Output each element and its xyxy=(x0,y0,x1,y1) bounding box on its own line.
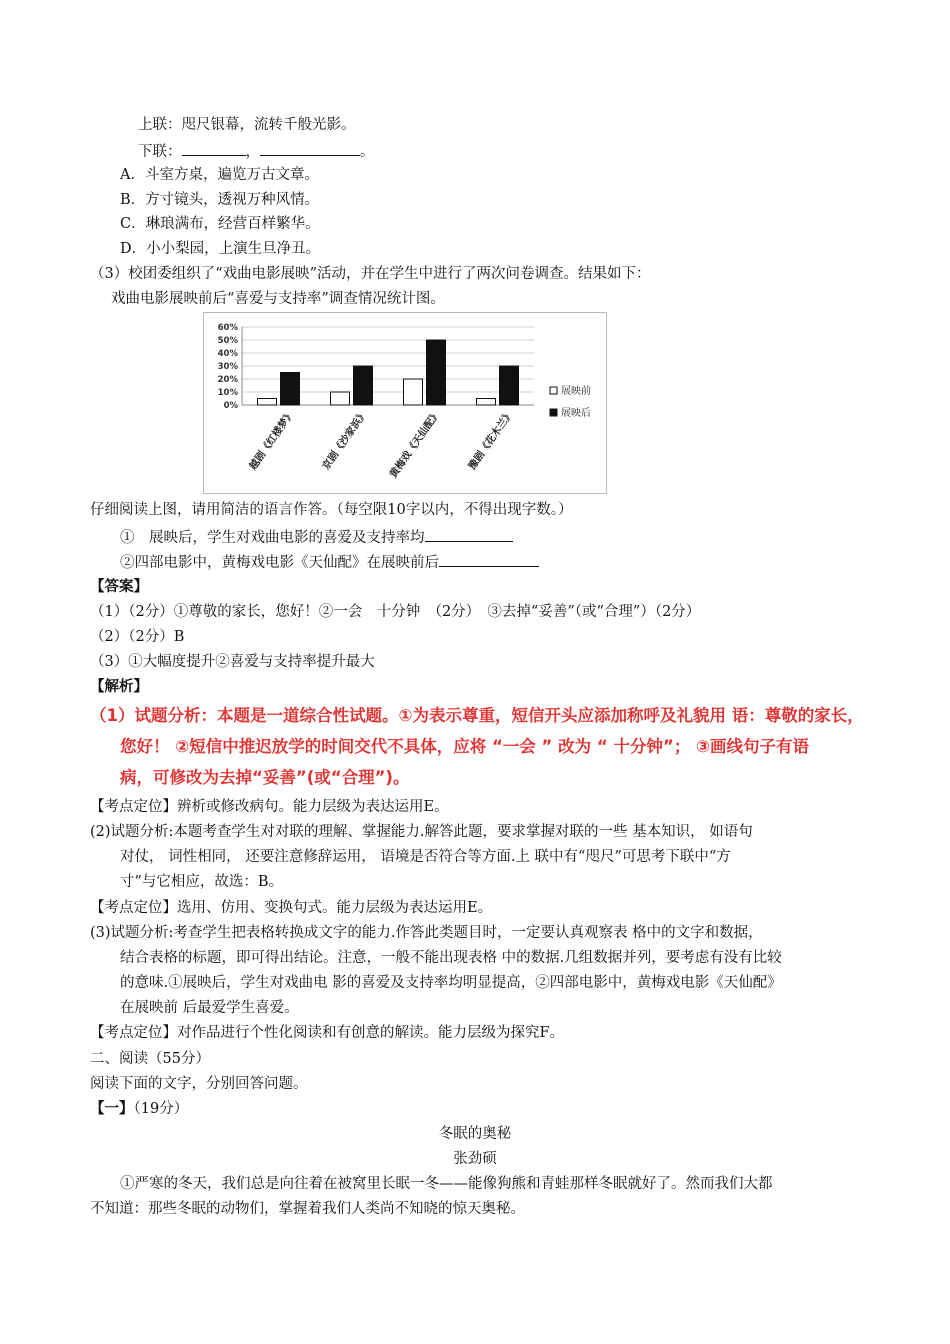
x-category-label: 京剧《沙家浜》 xyxy=(320,408,370,473)
y-tick-label: 60% xyxy=(217,323,238,333)
bar-after xyxy=(281,373,300,406)
reading-intro: 阅读下面的文字，分别回答问题。 xyxy=(90,1076,308,1092)
analysis-red-3: 病，可修改为去掉“妥善”(或“合理”)。 xyxy=(120,768,410,787)
couplet-upper: 上联：咫尺银幕，流转千般光影。 xyxy=(138,117,356,133)
answer-blank-1[interactable] xyxy=(182,140,246,156)
legend-label: 展映后 xyxy=(561,408,591,419)
analysis-3a: (3)试题分析:考查学生把表格转换成文字的能力.作答此类题目时，一定要认真观察表 格中的文字和数据， xyxy=(90,925,763,941)
y-tick-label: 50% xyxy=(217,336,238,346)
chart-question-1 xyxy=(120,526,513,548)
answer-1: （1）（2分）①尊敬的家长，您好！②一会 十分钟 （2分） ③去掉“妥善”（或“合理”）（2分） xyxy=(90,604,701,620)
answer-2: （2）（2分）B xyxy=(90,629,185,645)
analysis-3d: 在展映前 后最爱学生喜爱。 xyxy=(120,1000,299,1016)
x-category-label: 豫剧《花木兰》 xyxy=(466,408,516,473)
chart-caption: 戏曲电影展映前后“喜爱与支持率”调查情况统计图。 xyxy=(111,291,445,307)
chart-question-1-text: ① 展映后，学生对戏曲电影的喜爱及支持率均 xyxy=(120,530,425,546)
option-c: C．琳琅满布，经营百样繁华。 xyxy=(120,216,320,232)
bar-after xyxy=(500,366,519,405)
option-a: A．斗室方桌，遍览万古文章。 xyxy=(120,167,319,183)
chart-instruction: 仔细阅读上图，请用简洁的语言作答。（每空限10字以内，不得出现字数。） xyxy=(90,502,573,518)
reading-part-score: （19分） xyxy=(133,1101,189,1117)
legend-swatch-before xyxy=(550,387,557,394)
legend-swatch-after xyxy=(550,409,557,416)
x-category-label: 黄梅戏《天仙配》 xyxy=(388,408,443,481)
answer-blank-2[interactable] xyxy=(260,140,360,156)
chart-answer-blank-2[interactable] xyxy=(439,551,539,567)
analysis-red-2: 您好！ ②短信中推迟放学的时间交代不具体，应将 “一会 ” 改为 “ 十分钟”； ③画线句子有语 xyxy=(120,737,810,756)
chart-question-2 xyxy=(120,551,539,573)
reading-part xyxy=(90,1099,188,1119)
reading-section: 二、阅读（55分） xyxy=(90,1051,210,1067)
bar-chart-svg xyxy=(204,313,606,493)
analysis-2b: 对仗， 词性相同， 还要注意修辞运用， 语境是否符合等方面.上 联中有“咫尺”可思考下联中“方 xyxy=(120,849,731,865)
y-tick-label: 0% xyxy=(223,401,238,411)
article-title: 冬眠的奥秘 xyxy=(438,1126,512,1142)
y-tick-label: 10% xyxy=(217,388,238,398)
couplet-lower xyxy=(138,140,375,162)
article-author: 张劲硕 xyxy=(453,1151,497,1167)
option-d: D．小小梨园，上演生旦净丑。 xyxy=(120,241,321,257)
analysis-3b: 结合表格的标题，即可得出结论。注意，一般不能出现表格 中的数据.几组数据并列，要考虑有没有比较 xyxy=(120,950,782,966)
option-b: B．方寸镜头，透视万种风情。 xyxy=(120,192,320,208)
keypoint-3: 【考点定位】对作品进行个性化阅读和有创意的解读。能力层级为探究F。 xyxy=(90,1025,565,1041)
bar-after xyxy=(427,340,446,405)
y-tick-label: 30% xyxy=(217,362,238,372)
answer-heading: 【答案】 xyxy=(90,578,148,595)
reading-part-label: 【一】 xyxy=(90,1100,134,1117)
article-para-1b: 不知道：那些冬眠的动物们，掌握着我们人类尚不知晓的惊天奥秘。 xyxy=(90,1201,525,1217)
bar-before xyxy=(331,392,350,405)
answer-3: （3）①大幅度提升②喜爱与支持率提升最大 xyxy=(90,654,375,670)
bar-before xyxy=(258,399,277,406)
chart-answer-blank-1[interactable] xyxy=(425,526,513,542)
couplet-lower-prefix: 下联： xyxy=(138,144,182,160)
analysis-red-1: （1）试题分析：本题是一道综合性试题。①为表示尊重，短信开头应添加称呼及礼貌用 语：尊敬的家长， xyxy=(90,706,864,725)
chart-question-2-text: ②四部电影中，黄梅戏电影《天仙配》在展映前后 xyxy=(120,555,439,571)
y-tick-label: 20% xyxy=(217,375,238,385)
bar-before xyxy=(404,379,423,405)
question-3: （3）校团委组织了“戏曲电影展映”活动，并在学生中进行了两次问卷调查。结果如下： xyxy=(90,266,651,282)
keypoint-2: 【考点定位】选用、仿用、变换句式。能力层级为表达运用E。 xyxy=(90,900,493,916)
analysis-heading: 【解析】 xyxy=(90,678,148,695)
analysis-2c: 寸”与它相应，故选：B。 xyxy=(120,874,284,890)
y-tick-label: 40% xyxy=(217,349,238,359)
bar-before xyxy=(477,399,496,406)
keypoint-1: 【考点定位】辨析或修改病句。能力层级为表达运用E。 xyxy=(90,799,449,815)
x-category-label: 越剧《红楼梦》 xyxy=(247,408,297,473)
article-para-1a: ①严寒的冬天，我们总是向往着在被窝里长眠一冬——能像狗熊和青蛙那样冬眠就好了。然而我们大都 xyxy=(120,1176,773,1192)
couplet-lower-end: 。 xyxy=(360,144,375,160)
bar-chart xyxy=(203,312,607,494)
couplet-lower-sep: ， xyxy=(245,144,260,160)
analysis-2a: (2)试题分析:本题考查学生对对联的理解、掌握能力.解答此题，要求掌握对联的一些 基本知识， 如语句 xyxy=(90,824,753,840)
legend-label: 展映前 xyxy=(561,386,591,397)
bar-after xyxy=(354,366,373,405)
analysis-3c: 的意味.①展映后，学生对戏曲电 影的喜爱及支持率均明显提高，②四部电影中，黄梅戏电影《天仙配》 xyxy=(120,975,782,991)
